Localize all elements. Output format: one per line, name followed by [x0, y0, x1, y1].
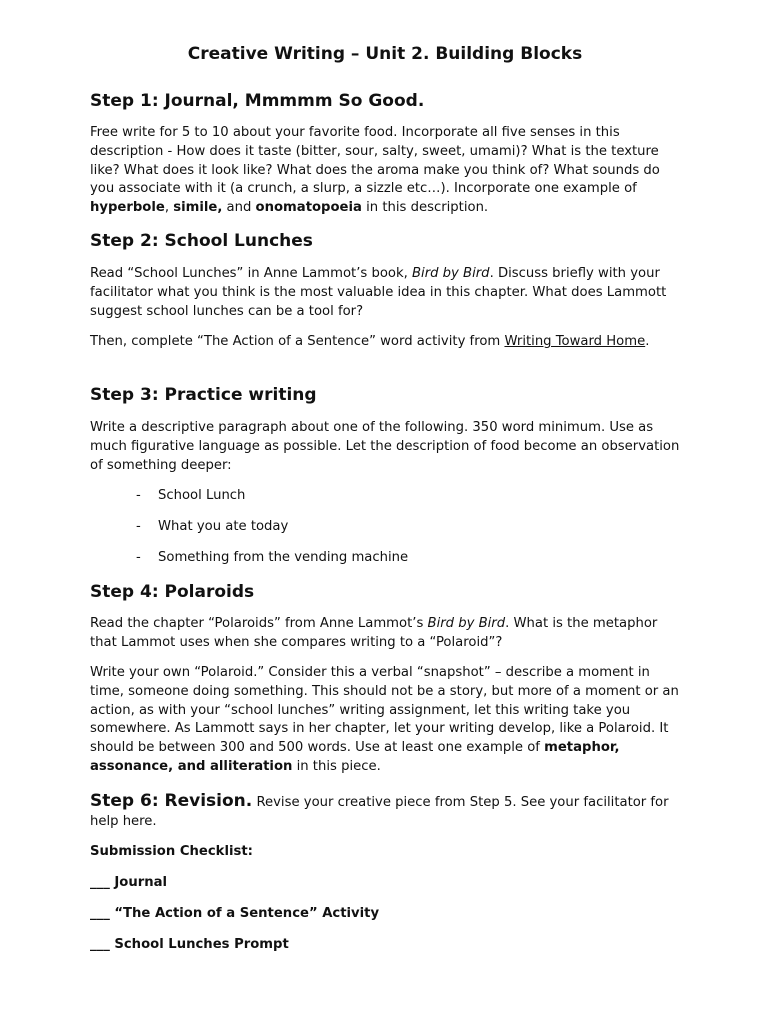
step1-sep: , [164, 200, 174, 216]
step3-heading: Step 3: Practice writing [90, 385, 317, 405]
writing-toward-home-link[interactable]: Writing Toward Home [504, 334, 646, 349]
step2-paragraph-1 [90, 265, 685, 321]
step4-text: Write your own “Polaroid.” Consider this a verbal “snapshot” – describe a moment in time, someone doing something. This should not be a story, but more of a moment or an action, as with your “school lunches” writing assignment, let this writing take you somewhere. As Lammott says in her chapter, let your writing develop, like a Polaroid. It should be between 300 and 500 words. Use at least one example of [90, 665, 679, 756]
step6-paragraph [90, 790, 685, 832]
list-item-label: School Lunch [158, 488, 246, 503]
step1-heading: Step 1: Journal, Mmmmm So Good. [90, 91, 425, 111]
step4-paragraph-2 [90, 664, 685, 777]
step1-paragraph [90, 124, 685, 218]
step2-paragraph-2 [90, 333, 685, 352]
bullet-dash: - [136, 488, 141, 503]
bullet-dash: - [136, 519, 141, 534]
step3-paragraph: Write a descriptive paragraph about one of the following. 350 word minimum. Use as much figurative language as possible. Let the description of food become an observation of something deeper: [90, 420, 680, 473]
step2-text: Read “School Lunches” in Anne Lammot’s book, [90, 266, 412, 281]
step1-term-onomatopoeia: onomatopoeia [255, 200, 362, 216]
bullet-dash: - [136, 550, 141, 565]
step1-text-end: in this description. [361, 200, 489, 216]
step2-text-end: . [645, 334, 650, 349]
book-title: Bird by Bird [427, 616, 506, 631]
step1-term-simile: simile, [173, 200, 223, 216]
step4-terms: metaphor, assonance, and alliteration [90, 740, 620, 774]
step4-heading: Step 4: Polaroids [90, 582, 255, 602]
document-title: Creative Writing – Unit 2. Building Blocks [187, 44, 583, 64]
step1-term-hyperbole: hyperbole [90, 200, 165, 216]
step4-paragraph-1 [90, 615, 685, 653]
checklist-item: ___ School Lunches Prompt [90, 937, 289, 952]
step2-heading: Step 2: School Lunches [90, 231, 313, 251]
list-item [136, 518, 288, 536]
step4-text: . What is the metaphor that Lammot uses when she compares writing to a “Polaroid”? [90, 616, 658, 650]
list-item-label: Something from the vending machine [158, 550, 409, 565]
list-item [136, 549, 408, 567]
checklist-heading: Submission Checklist: [90, 844, 253, 859]
step6-heading: Step 6: Revision. [90, 791, 253, 811]
step2-text: Then, complete “The Action of a Sentence” word activity from [90, 334, 505, 349]
step2-text: . Discuss briefly with your facilitator what you think is the most valuable idea in this chapter. What does Lammott suggest school lunches can be a tool for? [90, 266, 667, 319]
book-title: Bird by Bird [411, 266, 490, 281]
list-item-label: What you ate today [158, 519, 289, 534]
step1-sep: and [222, 200, 256, 216]
step4-text-end: in this piece. [292, 758, 381, 774]
step4-text: Read the chapter “Polaroids” from Anne Lammot’s [90, 616, 428, 631]
list-item [136, 487, 245, 505]
checklist-item: ___ “The Action of a Sentence” Activity [90, 906, 380, 921]
checklist-item: ___ Journal [90, 875, 168, 890]
step1-text: Free write for 5 to 10 about your favorite food. Incorporate all five senses in this description - How does it taste (bitter, sour, salty, sweet, umami)? What is the texture like? What does it look like? What does the aroma make you think of? What sounds do you associate with it (a crunch, a slurp, a sizzle etc…). Incorporate one example of [90, 125, 660, 197]
step6-text: Revise your creative piece from Step 5. See your facilitator for help here. [90, 795, 669, 829]
